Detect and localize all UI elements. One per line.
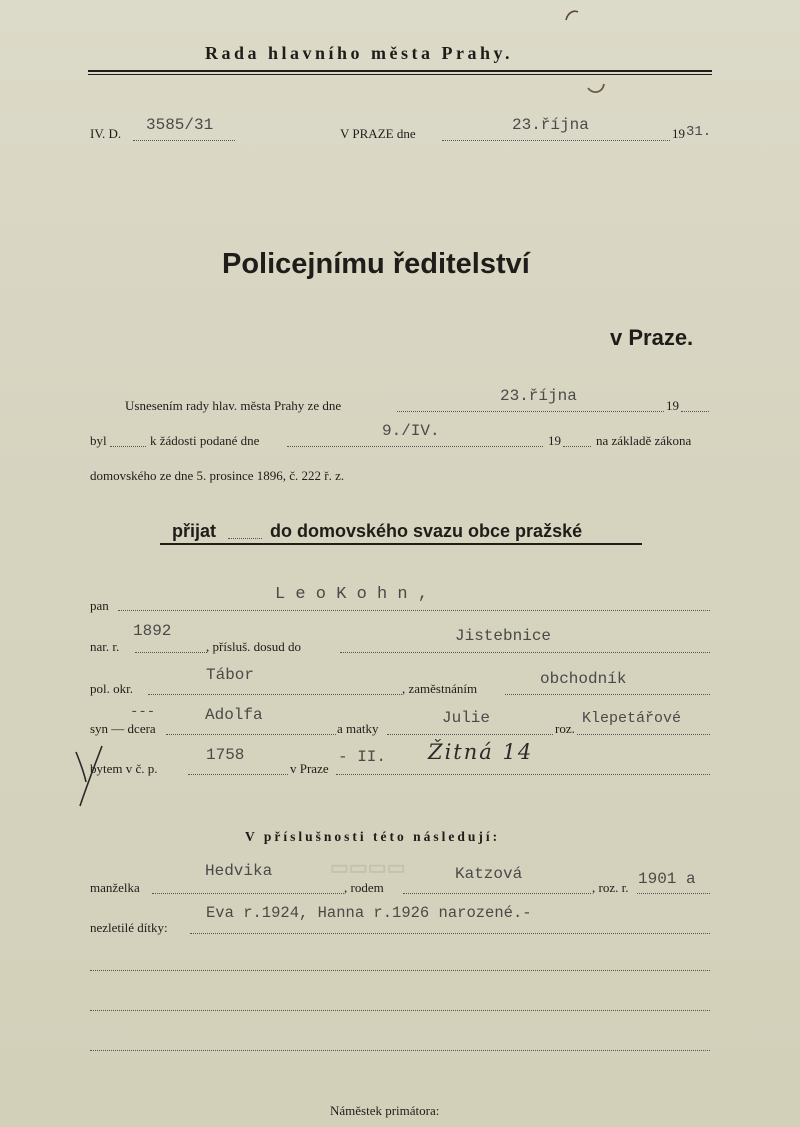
children: Eva r.1924, Hanna r.1926 narozené.- bbox=[206, 904, 532, 922]
mother-line bbox=[387, 734, 553, 735]
decision-law: domovského ze dne 5. prosince 1896, č. 222 ř. z. bbox=[90, 468, 345, 483]
decision-line2-suffix: na základě zákona bbox=[596, 433, 692, 448]
decision-line2-prefix: byl bbox=[90, 433, 107, 448]
son-label: syn — dcera bbox=[90, 721, 156, 736]
children-label: nezletilé dítky: bbox=[90, 920, 168, 935]
date-line bbox=[442, 140, 670, 141]
job-line bbox=[505, 694, 710, 695]
wife-line bbox=[152, 893, 344, 894]
born-label: nar. r. bbox=[90, 639, 120, 654]
job-label: , zaměstnáním bbox=[402, 681, 478, 696]
ref-number: 3585/31 bbox=[146, 116, 214, 134]
header-title: Rada hlavního města Prahy. bbox=[205, 43, 514, 63]
maiden-label: roz. bbox=[555, 721, 575, 736]
district-number: - II. bbox=[338, 748, 387, 766]
header-rule-top bbox=[88, 70, 712, 72]
ref-number-line bbox=[133, 140, 235, 141]
street-handwritten: Žitná 14 bbox=[428, 740, 534, 764]
belong-label: , přísluš. dosud do bbox=[206, 639, 301, 654]
pan-line bbox=[118, 610, 710, 611]
blank-line-1 bbox=[90, 970, 710, 971]
followers-heading: V příslušnosti této následují: bbox=[245, 829, 501, 844]
application-date: 9./IV. bbox=[382, 422, 440, 440]
wife-label: manželka bbox=[90, 880, 140, 895]
ref-label: IV. D. bbox=[90, 126, 122, 141]
born-year: 1892 bbox=[133, 622, 172, 640]
wife-year-line bbox=[637, 893, 710, 894]
house-number: 1758 bbox=[206, 746, 245, 764]
ink-mark-icon bbox=[584, 74, 608, 96]
district-line bbox=[148, 694, 402, 695]
district-label: pol. okr. bbox=[90, 681, 133, 696]
decision-gender-dots bbox=[110, 446, 146, 447]
decision-line2-year-dots bbox=[563, 446, 591, 447]
corner-mark-icon bbox=[562, 6, 582, 26]
district: Tábor bbox=[206, 666, 255, 684]
blank-line-2 bbox=[90, 1010, 710, 1011]
decision-line2-year: 19 bbox=[548, 433, 561, 448]
decision-line1-prefix: Usnesením rady hlav. města Prahy ze dne bbox=[125, 398, 342, 413]
ref-year-suffix: 31. bbox=[686, 124, 712, 140]
ref-year-prefix: 19 bbox=[672, 126, 685, 141]
residence-label: bytem v č. p. bbox=[90, 761, 158, 776]
decision-date: 23.října bbox=[500, 387, 577, 405]
decision-year: 19 bbox=[666, 398, 679, 413]
ref-date: 23.října bbox=[512, 116, 589, 134]
wife-name: Hedvika bbox=[205, 862, 273, 880]
father-line bbox=[166, 734, 336, 735]
header-rule-bottom bbox=[88, 74, 712, 75]
father-name: Adolfa bbox=[205, 706, 263, 724]
check-mark-icon bbox=[70, 742, 110, 812]
blank-line-3 bbox=[90, 1050, 710, 1051]
faded-stamp: ▭▭▭▭ bbox=[330, 857, 406, 879]
wife-year-label: , roz. r. bbox=[592, 880, 629, 895]
decision-rule bbox=[160, 543, 642, 545]
maiden-line bbox=[577, 734, 710, 735]
accepted-dots bbox=[228, 538, 262, 539]
son-mark: --- bbox=[130, 704, 156, 720]
born-line bbox=[135, 652, 207, 653]
house-line bbox=[188, 774, 288, 775]
belong-line bbox=[340, 652, 710, 653]
addressee-city: v Praze. bbox=[610, 325, 694, 350]
wife-birth-label: , rodem bbox=[344, 880, 384, 895]
mother-name: Julie bbox=[442, 709, 491, 727]
wife-maiden: Katzová bbox=[455, 865, 523, 883]
decision-line1-dots bbox=[397, 411, 664, 412]
addressee-title: Policejnímu ředitelství bbox=[222, 248, 530, 280]
job: obchodník bbox=[540, 670, 627, 688]
maiden-name: Klepetářové bbox=[582, 710, 682, 727]
mother-label: a matky bbox=[337, 721, 379, 736]
belong-place: Jistebnice bbox=[455, 627, 552, 645]
street-line bbox=[336, 774, 710, 775]
decision-line2-mid: k žádosti podané dne bbox=[150, 433, 260, 448]
signature-label: Náměstek primátora: bbox=[330, 1103, 440, 1118]
accepted-word: přijat bbox=[172, 521, 217, 541]
pan-label: pan bbox=[90, 598, 109, 613]
decision-year-dots bbox=[681, 411, 709, 412]
accepted-rest: do domovského svazu obce pražské bbox=[270, 521, 583, 541]
wife-maiden-line bbox=[403, 893, 591, 894]
decision-line2-dots bbox=[287, 446, 543, 447]
place-label: V PRAZE dne bbox=[340, 126, 416, 141]
children-line bbox=[190, 933, 710, 934]
person-name: L e o K o h n , bbox=[275, 585, 429, 604]
wife-year: 1901 a bbox=[638, 870, 696, 888]
city-label: v Praze bbox=[290, 761, 329, 776]
